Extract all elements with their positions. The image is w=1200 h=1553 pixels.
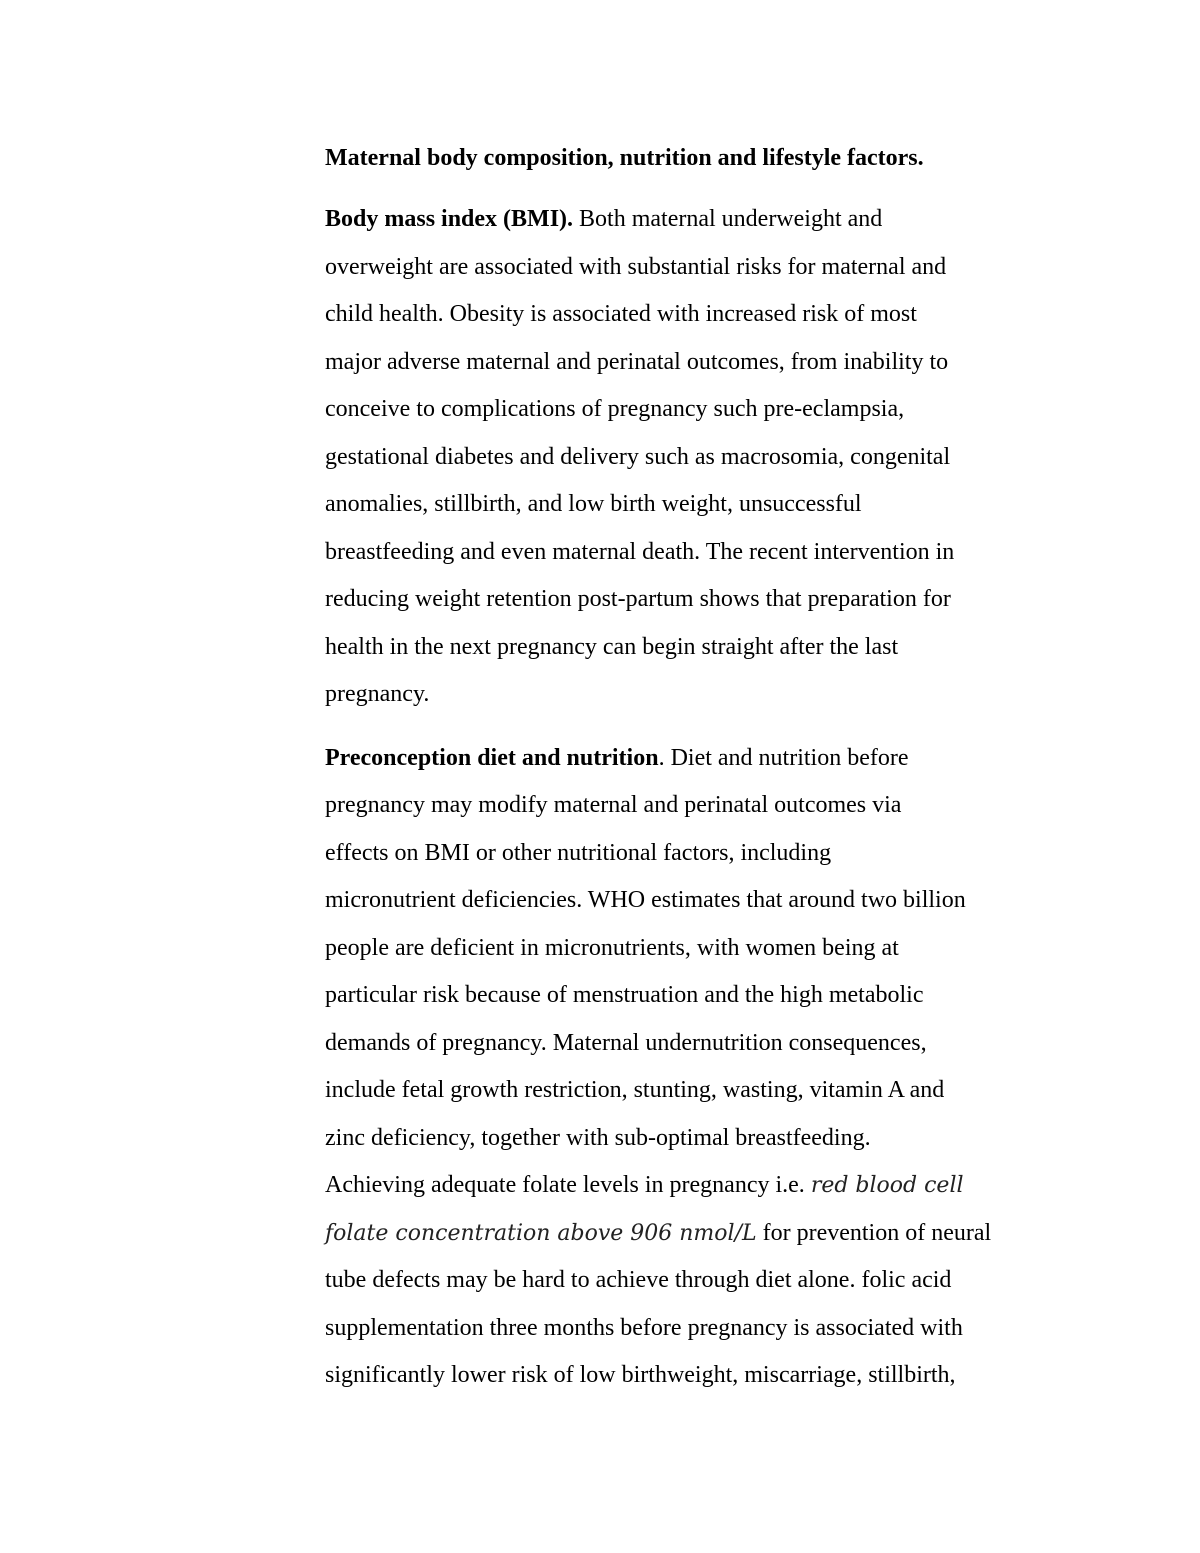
text-line: include fetal growth restriction, stunting, wasting, vitamin A and <box>325 1077 945 1103</box>
diet-paragraph <box>325 735 1065 1400</box>
text-line: significantly lower risk of low birthweight, miscarriage, stillbirth, <box>325 1362 956 1388</box>
text-line: zinc deficiency, together with sub-optimal breastfeeding. <box>325 1124 871 1151</box>
document-body <box>325 136 1065 1400</box>
text-line: tube defects may be hard to achieve through diet alone. folic acid <box>325 1267 952 1293</box>
text-line: anomalies, stillbirth, and low birth weight, unsuccessful <box>325 491 862 517</box>
text-line <box>325 1162 1065 1210</box>
text-line: conceive to complications of pregnancy such pre-eclampsia, <box>325 396 905 422</box>
text-line: major adverse maternal and perinatal outcomes, from inability to <box>325 348 949 375</box>
bmi-paragraph <box>325 196 1065 719</box>
text-run: for prevention of neural <box>756 1219 992 1246</box>
diet-heading: Preconception diet and nutrition <box>325 744 659 771</box>
text-line: effects on BMI or other nutritional factors, including <box>325 839 832 866</box>
emphasis-text: folate concentration above 906 nmol/L <box>325 1220 757 1246</box>
text-line <box>325 1210 1065 1258</box>
text-line: reducing weight retention post-partum shows that preparation for <box>325 586 951 612</box>
paragraph-spacer <box>325 719 1065 735</box>
text-line: micronutrient deficiencies. WHO estimates that around two billion <box>325 887 966 913</box>
text-line <box>325 196 1065 244</box>
text-line: breastfeeding and even maternal death. The recent intervention in <box>325 538 955 565</box>
text-line: child health. Obesity is associated with increased risk of most <box>325 301 917 327</box>
text-line: people are deficient in micronutrients, with women being at <box>325 934 899 961</box>
section-title: Maternal body composition, nutrition and lifestyle factors. <box>325 145 924 171</box>
paragraph-spacer <box>325 180 1065 196</box>
text-line: pregnancy may modify maternal and perinatal outcomes via <box>325 792 902 818</box>
text-run: Both maternal underweight and <box>573 206 883 232</box>
text-line: pregnancy. <box>325 681 430 707</box>
bmi-heading: Body mass index (BMI). <box>325 206 574 232</box>
text-run: Achieving adequate folate levels in pregnancy i.e. <box>325 1172 811 1198</box>
text-line: health in the next pregnancy can begin straight after the last <box>325 633 899 660</box>
text-line: supplementation three months before pregnancy is associated with <box>325 1314 963 1341</box>
text-line: gestational diabetes and delivery such as macrosomia, congenital <box>325 443 951 470</box>
text-line: particular risk because of menstruation and the high metabolic <box>325 982 924 1008</box>
text-line: demands of pregnancy. Maternal undernutrition consequences, <box>325 1029 927 1056</box>
text-run: . Diet and nutrition before <box>658 744 909 771</box>
emphasis-text: red blood cell <box>810 1173 964 1198</box>
text-line <box>325 735 1065 783</box>
text-line: overweight are associated with substantial risks for maternal and <box>325 253 947 280</box>
